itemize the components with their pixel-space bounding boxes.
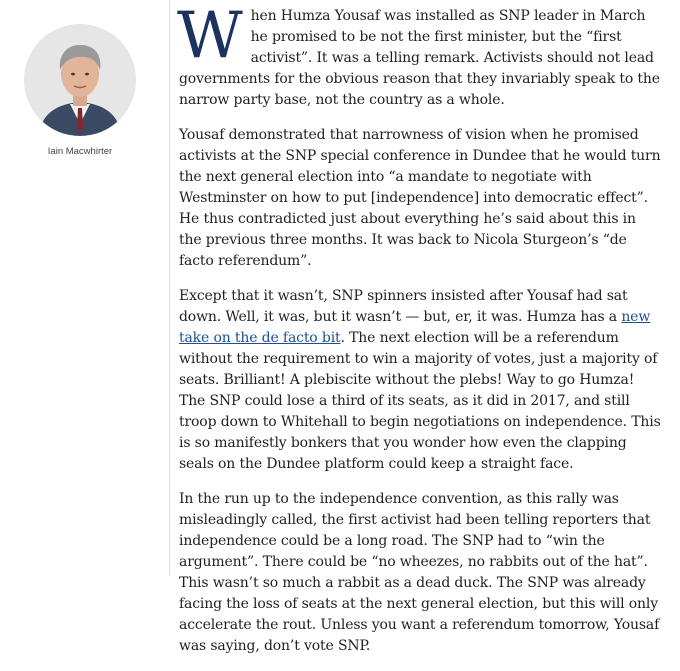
drop-cap: W [177,0,243,73]
author-portrait [24,24,136,136]
paragraph-3-text-end: . The next election will be a referendum without the requirement to win a majority of votes, just a majority of seats. Brilliant! A plebiscite without the plebs! Way to go Humza! The SNP could lose a third of its seats, as it did in 2017, and still troop down to Whitehall to begin negotiations on independence. This is so manifestly bonkers that you wonder how even the clapping seals on the Dundee platform could keep a straight face. [179,330,661,472]
author-avatar [24,24,136,136]
de-facto-link[interactable]: new take on the de facto bit [179,309,651,346]
column-divider [169,0,170,575]
paragraph-2: Yousaf demonstrated that narrowness of vision when he promised activists at the SNP special conference in Dundee that he would turn the next general election into “a mandate to negotiate with Westminster on how to put [independence] into democratic effect”. He thus contradicted just about everything he’s said about this in the previous three months. It was back to Nicola Sturgeon’s “de facto referendum”. [179,127,661,269]
paragraph-1-text: hen Humza Yousaf was installed as SNP leader in March he promised to be not the first minister, but the “first activist”. It was a telling remark. Activists should not lead governments for the obvious reason that they invariably speak to the narrow party base, not the country as a whole. [179,8,660,108]
paragraph-4: In the run up to the independence convention, as this rally was misleadingly called, the first activist had been telling reporters that independence could be a long road. The SNP had to “win the argument”. There could be “no wheezes, no rabbits out of the hat”. This wasn’t so much a rabbit as a dead duck. The SNP was already facing the loss of seats at the next general election, but this will only accelerate the rout. Unless you want a referendum tomorrow, Yousaf was saying, don’t vote SNP. [179,491,660,654]
article-body [177,0,661,671]
paragraph-3-text-start: Except that it wasn’t, SNP spinners insisted after Yousaf had sat down. Well, it was, but it wasn’t — but, er, it was. Humza has a [179,288,628,325]
paragraph-1 [177,0,661,111]
author-name: Iain Macwhirter [47,146,113,157]
paragraph-3 [179,286,661,475]
